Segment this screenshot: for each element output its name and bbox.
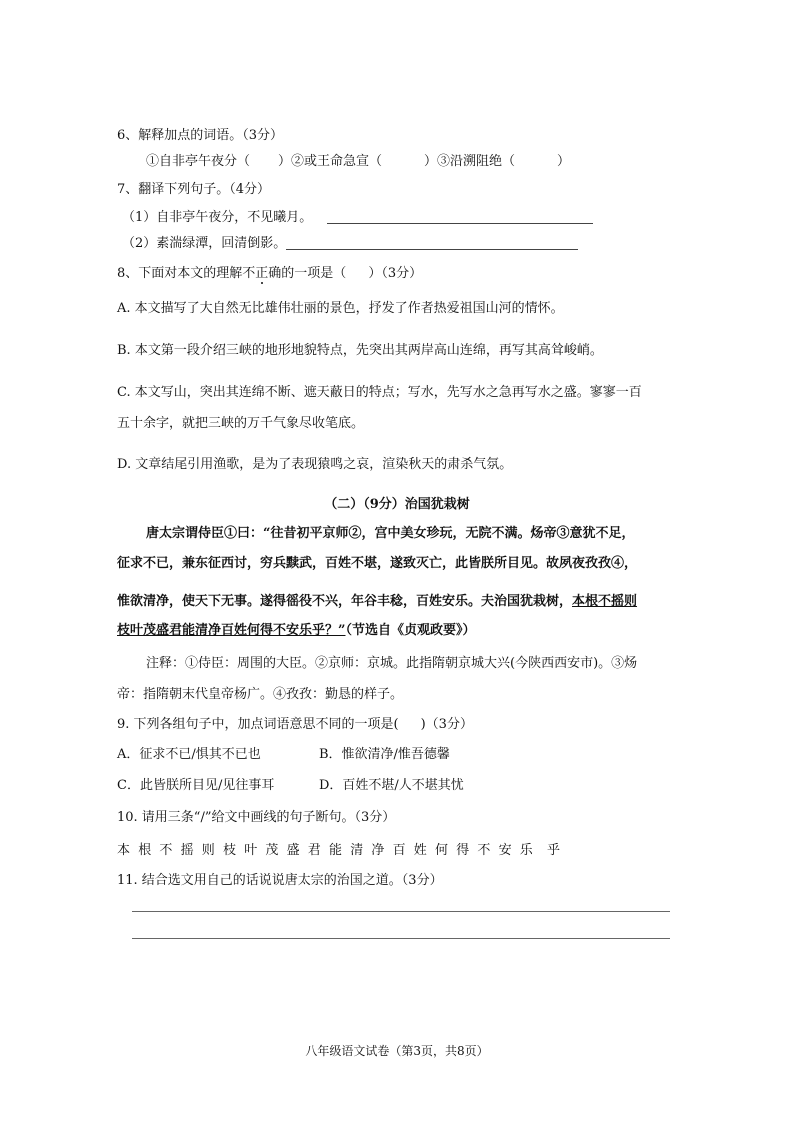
passage-line-1: 唐太宗谓侍臣①曰：“往昔初平京师②，宫中美女珍玩，无院不满。炀帝③意犹不足，	[146, 526, 635, 541]
answer-line[interactable]	[327, 223, 593, 224]
q6-item1: ①自非亭午夜分（	[146, 154, 251, 169]
passage-heading: （二）（9分）治国犹栽树	[324, 497, 470, 512]
underlined-sentence: 枝叶茂盛君能清净百姓何得不安乐乎？”	[117, 623, 346, 638]
q8-option-c-line1: C. 本文写山，突出其连绵不断、遮天蔽日的特点；写水，先写水之急再写水之盛。寥寥一百	[117, 385, 642, 400]
q8-option-a: A. 本文描写了大自然无比雄伟壮丽的景色，抒发了作者热爱祖国山河的情怀。	[117, 301, 564, 316]
q9-option-d: D．百姓不堪/人不堪其忧	[319, 778, 464, 793]
answer-line[interactable]	[132, 911, 670, 912]
passage-line-4	[117, 622, 476, 640]
q11-title: 11. 结合选文用自己的话说说唐太宗的治国之道。（3分）	[117, 873, 443, 888]
q8-option-d: D. 文章结尾引用渔歌，是为了表现猿鸣之哀，渲染秋天的肃杀气氛。	[117, 457, 513, 472]
q9-option-a: A．征求不已/惧其不已也	[117, 747, 261, 762]
q8-title-part: 8、下面对本文的理解	[117, 266, 243, 281]
passage-text: 惟欲清净，使天下无事。遂得徭役不兴，年谷丰稔，百姓安乐。夫治国犹栽树，	[117, 594, 573, 609]
q10-sentence-text: 本根不摇则枝叶茂盛君能清净百姓何得不安乐	[117, 843, 542, 858]
q7-sentence-1: （1）自非亭午夜分，不见曦月。	[122, 210, 313, 225]
passage-source: （节选自《贞观政要》）	[345, 623, 476, 638]
q8-emphasis: 不正确	[242, 266, 282, 281]
page-footer: 八年级语文试卷（第3页，共8页）	[305, 1044, 489, 1058]
q8-option-b: B. 本文第一段介绍三峡的地形地貌特点，先突出其两岸高山连绵，再写其高耸峻峭。	[117, 343, 603, 358]
q6-item1-close: ）②或王命急宣（	[278, 154, 383, 169]
passage-note-1: 注释：①侍臣：周围的大臣。②京师：京城。此指隋朝京城大兴(今陕西西安市)。③炀	[146, 656, 638, 671]
q6-items	[146, 153, 570, 171]
q7-sentence-2: （2）素湍绿潭，回清倒影。	[122, 236, 287, 251]
q8-title-part: ）（3分）	[368, 266, 423, 281]
q8-option-c-line2: 五十余字，就把三峡的万千气象尽收笔底。	[117, 416, 365, 431]
q9-option-c: C．此皆朕所目见/见往事耳	[117, 778, 275, 793]
q10-sentence-end: 乎	[547, 843, 561, 858]
underlined-sentence: 本根不摇则	[572, 594, 638, 609]
q8-title	[117, 265, 422, 283]
passage-note-2: 帝：指隋朝末代皇帝杨广。④孜孜：勤恳的样子。	[117, 687, 404, 702]
answer-line[interactable]	[132, 938, 670, 939]
q6-title: 6、解释加点的词语。（3分）	[117, 128, 284, 143]
q7-title: 7、翻译下列句子。（4分）	[117, 182, 271, 197]
q9-option-b: B．惟欲清净/惟吾德馨	[319, 747, 450, 762]
q9-title	[117, 716, 473, 734]
q6-item2-close: ）③沿溯阻绝（	[424, 154, 516, 169]
passage-line-2: 征求不已，兼东征西讨，穷兵黩武，百姓不堪，遂致灭亡，此皆朕所目见。故夙夜孜孜④，	[117, 556, 638, 571]
q10-sentence	[117, 842, 560, 860]
answer-line[interactable]	[286, 249, 578, 250]
q9-title-part: 9. 下列各组句子中，加点词语意思不同的一项是(	[117, 717, 399, 732]
q6-item3-close: ）	[557, 154, 571, 169]
passage-line-3	[117, 593, 637, 611]
q10-title: 10. 请用三条“/”给文中画线的句子断句。（3分）	[117, 810, 396, 825]
q9-title-part: )（3分）	[420, 717, 473, 732]
q8-title-part: 的一项是（	[281, 266, 347, 281]
